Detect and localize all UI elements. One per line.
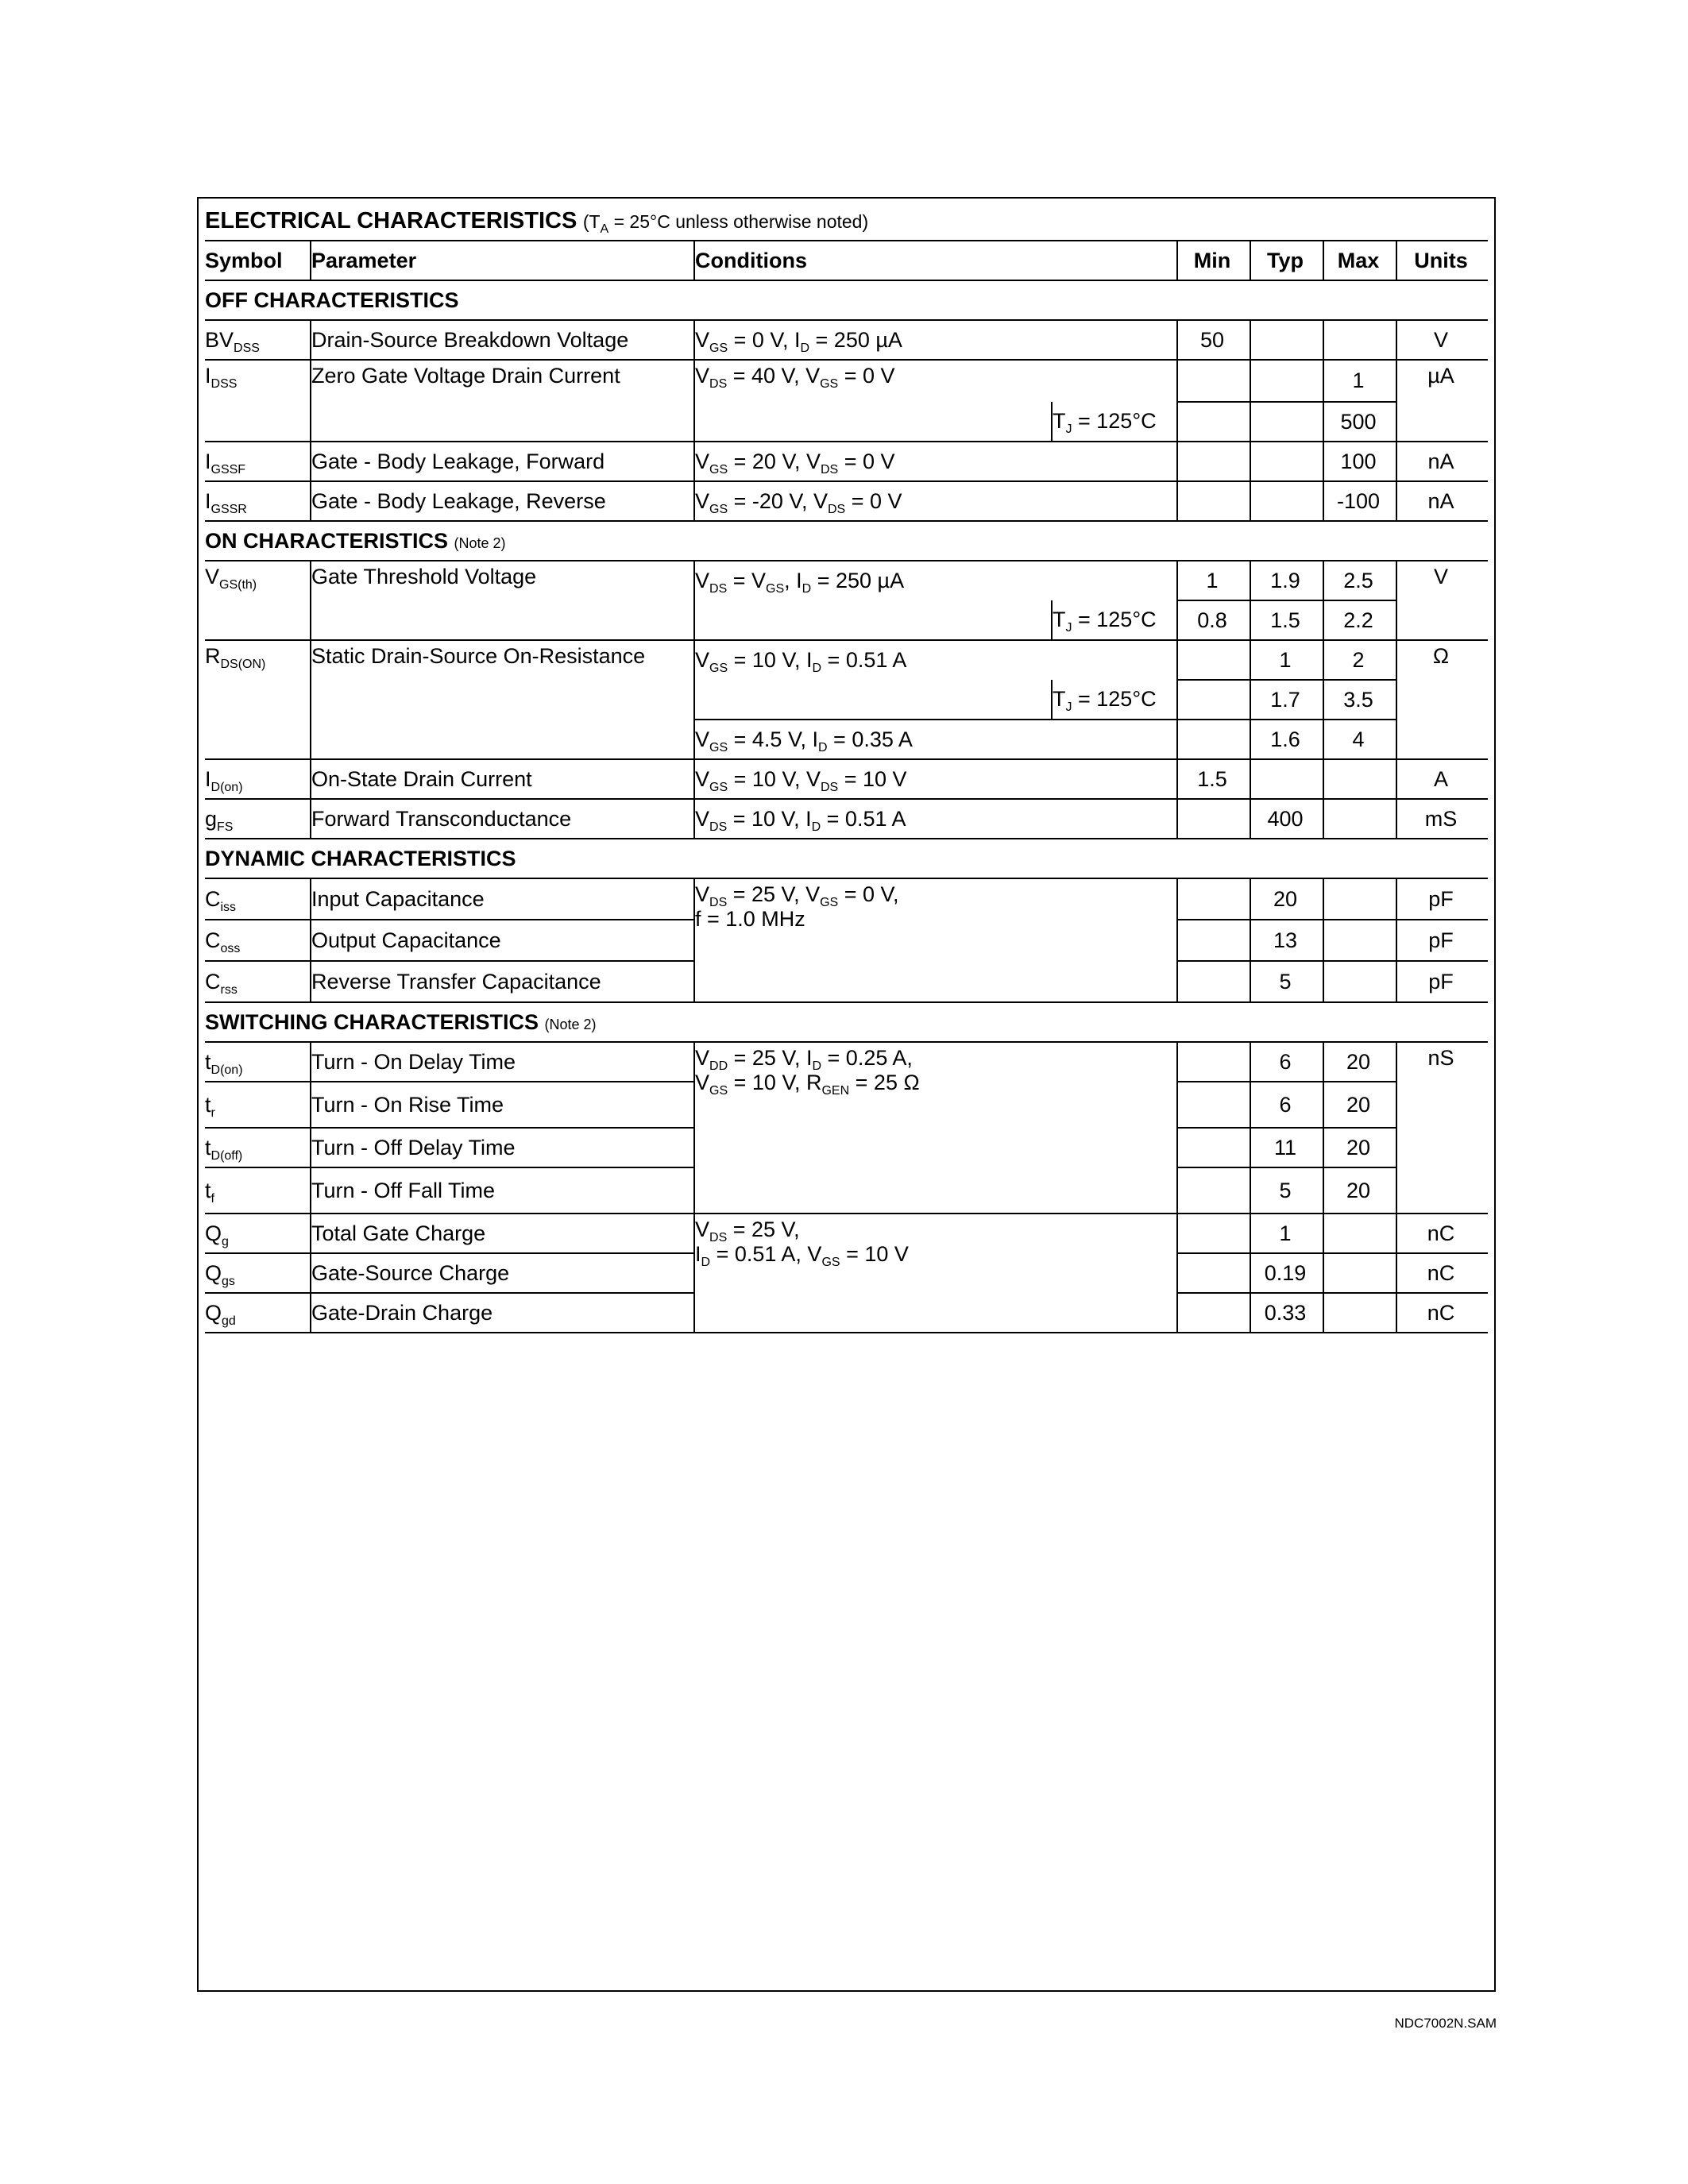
section-title-off: OFF CHARACTERISTICS (205, 280, 1488, 320)
symbol-gfs: $g_{FS}$ (205, 799, 311, 839)
min-rdson-tj (1177, 680, 1250, 720)
electrical-characteristics-table (205, 202, 1488, 1333)
unit-coss: pF (1396, 920, 1488, 961)
condition-dynamic: $V_{DS} = 25$ V, $V_{GS} = 0$ V, f = 1.0 MHz (694, 878, 1177, 1002)
parameter-qgs: Gate-Source Charge (311, 1253, 694, 1293)
unit-qg: nC (1396, 1214, 1488, 1253)
section-title-dynamic: DYNAMIC CHARACTERISTICS (205, 839, 1488, 878)
max-ciss (1323, 878, 1396, 920)
symbol-tr: $t_r$ (205, 1082, 311, 1128)
parameter-crss: Reverse Transfer Capacitance (311, 961, 694, 1002)
max-idss-tj: 500 (1323, 402, 1396, 442)
table-row (205, 1042, 1488, 1082)
typ-coss: 13 (1250, 920, 1323, 961)
min-rdson (1177, 640, 1250, 680)
symbol-tdoff: $t_{D(off)}$ (205, 1128, 311, 1167)
header-conditions: Conditions (694, 241, 1177, 280)
table-row (205, 640, 1488, 680)
table-row (205, 878, 1488, 920)
symbol-igssr: $I_{GSSR}$ (205, 481, 311, 521)
min-idss-tj (1177, 402, 1250, 442)
unit-qgs: nC (1396, 1253, 1488, 1293)
min-qg (1177, 1214, 1250, 1253)
condition-switching: $V_{DD} = 25$ V, $I_D = 0.25$ A, $V_{GS} = 10$ V, $R_{GEN} = 25$ Ω (694, 1042, 1177, 1214)
typ-vgsth-tj: 1.5 (1250, 600, 1323, 640)
typ-qg: 1 (1250, 1214, 1323, 1253)
parameter-qgd: Gate-Drain Charge (311, 1293, 694, 1333)
symbol-vgsth: $V_{GS(th)}$ (205, 561, 311, 640)
symbol-coss: $C_{oss}$ (205, 920, 311, 961)
typ-idss-tj (1250, 402, 1323, 442)
parameter-qg: Total Gate Charge (311, 1214, 694, 1253)
note-switching: (Note 2) (544, 1016, 597, 1032)
symbol-igssf: $I_{GSSF}$ (205, 442, 311, 481)
header-max: Max (1323, 241, 1396, 280)
typ-crss: 5 (1250, 961, 1323, 1002)
symbol-idon: $I_{D(on)}$ (205, 759, 311, 799)
symbol-ciss: $C_{iss}$ (205, 878, 311, 920)
parameter-tdon: Turn - On Delay Time (311, 1042, 694, 1082)
typ-rdson-3: 1.6 (1250, 720, 1323, 759)
header-symbol: Symbol (205, 241, 311, 280)
parameter-bvdss: Drain-Source Breakdown Voltage (311, 320, 694, 360)
typ-tdon: 6 (1250, 1042, 1323, 1082)
min-rdson-3 (1177, 720, 1250, 759)
max-gfs (1323, 799, 1396, 839)
condition-gate-charge: $V_{DS} = 25$ V, $I_D = 0.51$ A, $V_{GS} = 10$ V (694, 1214, 1177, 1333)
min-gfs (1177, 799, 1250, 839)
max-vgsth: 2.5 (1323, 561, 1396, 600)
unit-gfs: mS (1396, 799, 1488, 839)
min-crss (1177, 961, 1250, 1002)
table-row (205, 759, 1488, 799)
min-idon: 1.5 (1177, 759, 1250, 799)
symbol-qgd: $Q_{gd}$ (205, 1293, 311, 1333)
condition-igssf: $V_{GS} = 20$ V, $V_{DS} = 0$ V (694, 442, 1177, 481)
typ-rdson-tj: 1.7 (1250, 680, 1323, 720)
header-typ: Typ (1250, 241, 1323, 280)
max-qgd (1323, 1293, 1396, 1333)
parameter-coss: Output Capacitance (311, 920, 694, 961)
condition-spacer (694, 600, 1052, 640)
unit-ciss: pF (1396, 878, 1488, 920)
symbol-tdon: $t_{D(on)}$ (205, 1042, 311, 1082)
parameter-tdoff: Turn - Off Delay Time (311, 1128, 694, 1167)
condition-spacer (694, 402, 1052, 442)
parameter-idss: Zero Gate Voltage Drain Current (311, 360, 694, 442)
condition-spacer (694, 680, 1052, 720)
parameter-tr: Turn - On Rise Time (311, 1082, 694, 1128)
parameter-tf: Turn - Off Fall Time (311, 1167, 694, 1214)
section-off (205, 280, 1488, 320)
min-idss (1177, 360, 1250, 402)
min-vgsth-tj: 0.8 (1177, 600, 1250, 640)
min-qgs (1177, 1253, 1250, 1293)
note-on: (Note 2) (454, 534, 506, 551)
parameter-rdson: Static Drain-Source On-Resistance (311, 640, 694, 759)
symbol-crss: $C_{rss}$ (205, 961, 311, 1002)
title-note: ($T_A = 25^\circ C$ unless otherwise noted) (582, 210, 869, 236)
parameter-vgsth: Gate Threshold Voltage (311, 561, 694, 640)
min-bvdss: 50 (1177, 320, 1250, 360)
max-rdson-3: 4 (1323, 720, 1396, 759)
condition-tj-rdson: $T_J = 125^\circ C$ (1052, 680, 1177, 720)
max-idon (1323, 759, 1396, 799)
max-tdoff: 20 (1323, 1128, 1396, 1167)
typ-qgd: 0.33 (1250, 1293, 1323, 1333)
symbol-rdson: $R_{DS(ON)}$ (205, 640, 311, 759)
max-coss (1323, 920, 1396, 961)
min-ciss (1177, 878, 1250, 920)
min-coss (1177, 920, 1250, 961)
condition-bvdss: $V_{GS} = 0$ V, $I_D = 250$ µA (694, 320, 1177, 360)
typ-rdson: 1 (1250, 640, 1323, 680)
unit-switching: nS (1396, 1042, 1488, 1214)
min-vgsth: 1 (1177, 561, 1250, 600)
table-row (205, 1214, 1488, 1253)
unit-igssr: nA (1396, 481, 1488, 521)
typ-vgsth: 1.9 (1250, 561, 1323, 600)
max-rdson: 2 (1323, 640, 1396, 680)
unit-qgd: nC (1396, 1293, 1488, 1333)
section-dynamic (205, 839, 1488, 878)
condition-vgsth: $V_{DS} = V_{GS}$, $I_D = 250$ µA (694, 561, 1177, 600)
typ-idon (1250, 759, 1323, 799)
condition-gfs: $V_{DS} = 10$ V, $I_D = 0.51$ A (694, 799, 1177, 839)
typ-qgs: 0.19 (1250, 1253, 1323, 1293)
max-igssf: 100 (1323, 442, 1396, 481)
unit-crss: pF (1396, 961, 1488, 1002)
min-tdoff (1177, 1128, 1250, 1167)
min-tf (1177, 1167, 1250, 1214)
min-tdon (1177, 1042, 1250, 1082)
typ-tf: 5 (1250, 1167, 1323, 1214)
parameter-idon: On-State Drain Current (311, 759, 694, 799)
typ-tr: 6 (1250, 1082, 1323, 1128)
table-row (205, 360, 1488, 402)
typ-tdoff: 11 (1250, 1128, 1323, 1167)
condition-rdson-3: $V_{GS} = 4.5$ V, $I_D = 0.35$ A (694, 720, 1177, 759)
typ-igssf (1250, 442, 1323, 481)
condition-idss: $V_{DS} = 40$ V, $V_{GS} = 0$ V (694, 360, 1177, 402)
typ-ciss: 20 (1250, 878, 1323, 920)
section-title-on: ON CHARACTERISTICS (Note 2) (205, 521, 1488, 561)
condition-tj-vgsth: $T_J = 125^\circ C$ (1052, 600, 1177, 640)
table-row (205, 442, 1488, 481)
header-min: Min (1177, 241, 1250, 280)
symbol-qgs: $Q_{gs}$ (205, 1253, 311, 1293)
section-on (205, 521, 1488, 561)
condition-idon: $V_{GS} = 10$ V, $V_{DS} = 10$ V (694, 759, 1177, 799)
parameter-ciss: Input Capacitance (311, 878, 694, 920)
header-row (205, 241, 1488, 280)
max-tr: 20 (1323, 1082, 1396, 1128)
symbol-bvdss: $BV_{DSS}$ (205, 320, 311, 360)
condition-igssr: $V_{GS} = -20$ V, $V_{DS} = 0$ V (694, 481, 1177, 521)
header-parameter: Parameter (311, 241, 694, 280)
unit-igssf: nA (1396, 442, 1488, 481)
table-title (205, 202, 1488, 241)
section-switching (205, 1002, 1488, 1042)
symbol-idss: $I_{DSS}$ (205, 360, 311, 442)
table-row (205, 320, 1488, 360)
table-row (205, 561, 1488, 600)
unit-vgsth: V (1396, 561, 1488, 640)
symbol-tf: $t_f$ (205, 1167, 311, 1214)
unit-idon: A (1396, 759, 1488, 799)
min-qgd (1177, 1293, 1250, 1333)
parameter-igssr: Gate - Body Leakage, Reverse (311, 481, 694, 521)
unit-bvdss: V (1396, 320, 1488, 360)
typ-bvdss (1250, 320, 1323, 360)
header-units: Units (1396, 241, 1488, 280)
typ-gfs: 400 (1250, 799, 1323, 839)
max-crss (1323, 961, 1396, 1002)
title-text: ELECTRICAL CHARACTERISTICS (205, 207, 577, 233)
max-idss: 1 (1323, 360, 1396, 402)
condition-tj-idss: $T_J = 125^\circ C$ (1052, 402, 1177, 442)
max-vgsth-tj: 2.2 (1323, 600, 1396, 640)
max-qg (1323, 1214, 1396, 1253)
table-row (205, 481, 1488, 521)
max-rdson-tj: 3.5 (1323, 680, 1396, 720)
symbol-qg: $Q_g$ (205, 1214, 311, 1253)
unit-rdson: Ω (1396, 640, 1488, 759)
max-tdon: 20 (1323, 1042, 1396, 1082)
max-igssr: -100 (1323, 481, 1396, 521)
typ-igssr (1250, 481, 1323, 521)
parameter-igssf: Gate - Body Leakage, Forward (311, 442, 694, 481)
unit-idss: µA (1396, 360, 1488, 442)
min-igssf (1177, 442, 1250, 481)
table-title-row (205, 202, 1488, 241)
section-title-switching: SWITCHING CHARACTERISTICS (Note 2) (205, 1002, 1488, 1042)
footer-filename: NDC7002N.SAM (1394, 2016, 1497, 2031)
parameter-gfs: Forward Transconductance (311, 799, 694, 839)
typ-idss (1250, 360, 1323, 402)
max-qgs (1323, 1253, 1396, 1293)
condition-rdson-1: $V_{GS} = 10$ V, $I_D = 0.51$ A (694, 640, 1177, 680)
max-bvdss (1323, 320, 1396, 360)
min-igssr (1177, 481, 1250, 521)
min-tr (1177, 1082, 1250, 1128)
max-tf: 20 (1323, 1167, 1396, 1214)
table-row (205, 799, 1488, 839)
